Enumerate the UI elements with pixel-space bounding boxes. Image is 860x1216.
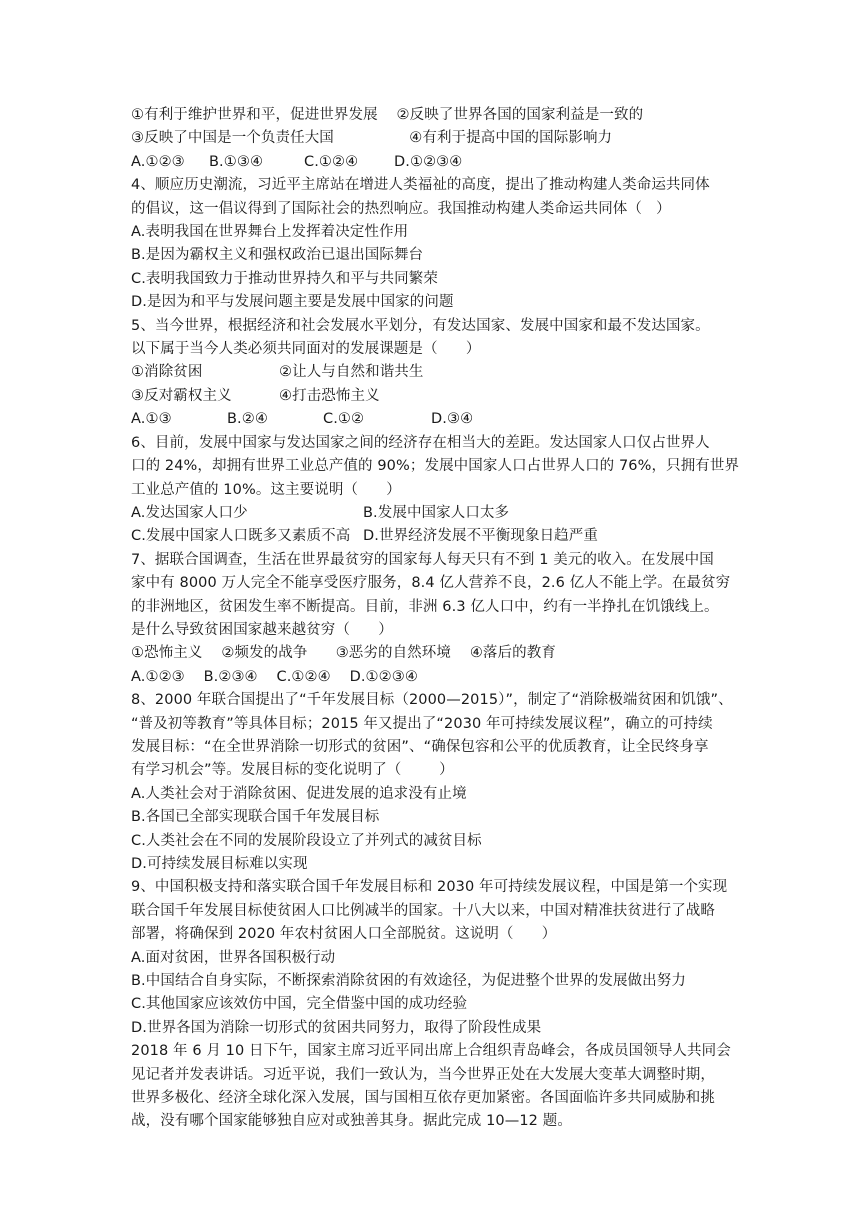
q4-option-a: A.表明我国在世界舞台上发挥着决定性作用 <box>131 224 409 241</box>
q5-item-1: ①消除贫困 <box>131 364 203 381</box>
q8-stem-line-3: 发展目标：“在全世界消除一切形式的贫困”、“确保包容和公平的优质教育，让全民终身享 <box>131 738 709 755</box>
q6-stem-line-1: 6、目前，发展中国家与发达国家之间的经济存在相当大的差距。发达国家人口仅占世界人 <box>131 434 710 451</box>
q3-option-a: A.①②③ <box>131 153 185 170</box>
q4-option-c: C.表明我国致力于推动世界持久和平与共同繁荣 <box>131 270 438 287</box>
q9-stem-line-1: 9、中国积极支持和落实联合国千年发展目标和 2030 年可持续发展议程，中国是第一个实现 <box>131 879 728 896</box>
q8-option-c: C.人类社会在不同的发展阶段设立了并列式的减贫目标 <box>131 832 482 849</box>
q3-option-c: C.①②④ <box>304 153 359 170</box>
q3-option-d: D.①②③④ <box>394 153 463 170</box>
q6-stem-line-3: 工业总产值的 10%。这主要说明（ ） <box>131 481 401 498</box>
q8-stem-line-4: 有学习机会”等。发展目标的变化说明了（ ） <box>131 762 454 779</box>
q7-stem-line-4: 是什么导致贫困国家越来越贫穷（ ） <box>131 621 393 638</box>
q8-option-d: D.可持续发展目标难以实现 <box>131 856 308 872</box>
q5-item-4: ④打击恐怖主义 <box>279 387 380 404</box>
q6-option-a: A.发达国家人口少 <box>131 504 248 521</box>
q6-stem-line-2: 口的 24%，却拥有世界工业总产值的 90%；发展中国家人口占世界人口的 76%，只拥有世界 <box>131 458 740 475</box>
passage-line-4: 战，没有哪个国家能够独自应对或独善其身。据此完成 10—12 题。 <box>131 1113 572 1130</box>
q4-option-b: B.是因为霸权主义和强权政治已退出国际舞台 <box>131 247 424 264</box>
q4-stem-line-1: 4、顺应历史潮流，习近平主席站在增进人类福祉的高度，提出了推动构建人类命运共同体 <box>131 177 710 194</box>
q5-stem-line-2: 以下属于当今人类必须共同面对的发展课题是（ ） <box>131 341 481 358</box>
q7-stem-line-2: 家中有 8000 万人完全不能享受医疗服务，8.4 亿人营养不良，2.6 亿人不能上学。在最贫穷 <box>131 575 731 592</box>
q3-option-b: B.①③④ <box>209 153 264 170</box>
q5-items-row-1 <box>131 361 780 384</box>
q9-option-a: A.面对贫困，世界各国积极行动 <box>131 949 336 966</box>
q6-option-b: B.发展中国家人口太多 <box>363 504 510 521</box>
q9-stem-line-2: 联合国千年发展目标使贫困人口比例减半的国家。十八大以来，中国对精准扶贫进行了战略 <box>131 902 715 919</box>
q6-option-c: C.发展中国家人口既多又素质不高 <box>131 528 351 545</box>
q3-items-line-1: ①有利于维护世界和平，促进世界发展 ②反映了世界各国的国家利益是一致的 <box>131 107 644 123</box>
q5-items-row-2 <box>131 385 780 408</box>
q9-option-c: C.其他国家应该效仿中国，完全借鉴中国的成功经验 <box>131 996 468 1013</box>
q5-item-2: ②让人与自然和谐共生 <box>279 364 424 381</box>
q8-stem-line-1: 8、2000 年联合国提出了“千年发展目标（2000—2015）”，制定了“消除极端贫困和饥饿”、 <box>131 692 733 709</box>
q5-option-b: B.②④ <box>227 411 268 428</box>
q5-option-c: C.①② <box>323 411 365 428</box>
q8-option-a: A.人类社会对于消除贫困、促进发展的追求没有止境 <box>131 785 467 802</box>
q5-stem-line-1: 5、当今世界，根据经济和社会发展水平划分，有发达国家、发展中国家和最不发达国家。 <box>131 317 710 334</box>
q7-stem-line-1: 7、据联合国调查，生活在世界最贫穷的国家每人每天只有不到 1 美元的收入。在发展中国 <box>131 551 714 568</box>
q4-stem-line-2: 的倡议，这一倡议得到了国际社会的热烈响应。我国推动构建人类命运共同体（ ） <box>131 200 671 217</box>
q3-items-line-2: ③反映了中国是一个负责任大国 ④有利于提高中国的国际影响力 <box>131 130 613 147</box>
q8-option-b: B.各国已全部实现联合国千年发展目标 <box>131 809 380 826</box>
q7-stem-line-3: 的非洲地区，贫困发生率不断提高。目前，非洲 6.3 亿人口中，约有一半挣扎在饥饿线上。 <box>131 598 719 615</box>
q9-stem-line-3: 部署，将确保到 2020 年农村贫困人口全部脱贫。这说明（ ） <box>131 926 557 943</box>
q9-option-d: D.世界各国为消除一切形式的贫困共同努力，取得了阶段性成果 <box>131 1019 542 1036</box>
q9-option-b: B.中国结合自身实际，不断探索消除贫困的有效途径，为促进整个世界的发展做出努力 <box>131 973 686 990</box>
q6-option-d: D.世界经济发展不平衡现象日趋严重 <box>363 528 598 545</box>
q6-options-row-1 <box>131 502 780 525</box>
q5-options <box>131 408 780 431</box>
q8-stem-line-2: “普及初等教育”等具体目标；2015 年又提出了“2030 年可持续发展议程”，确立的可持续 <box>131 715 713 732</box>
q6-options-row-2 <box>131 525 780 548</box>
q5-option-a: A.①③ <box>131 411 172 428</box>
passage-line-1: 2018 年 6 月 10 日下午，国家主席习近平同出席上合组织青岛峰会，各成员国领导人共同会 <box>131 1043 731 1060</box>
q5-item-3: ③反对霸权主义 <box>131 387 232 404</box>
q5-option-d: D.③④ <box>431 411 474 428</box>
q7-items: ①恐怖主义 ②频发的战争 ③恶劣的自然环境 ④落后的教育 <box>131 645 556 662</box>
q3-options <box>131 151 780 174</box>
q4-option-d: D.是因为和平与发展问题主要是发展中国家的问题 <box>131 294 454 311</box>
passage-line-2: 见记者并发表讲话。习近平说，我们一致认为，当今世界正处在大发展大变革大调整时期， <box>131 1066 715 1083</box>
q7-options: A.①②③ B.②③④ C.①②④ D.①②③④ <box>131 668 418 685</box>
passage-line-3: 世界多极化、经济全球化深入发展，国与国相互依存更加紧密。各国面临许多共同威胁和挑 <box>131 1090 715 1107</box>
